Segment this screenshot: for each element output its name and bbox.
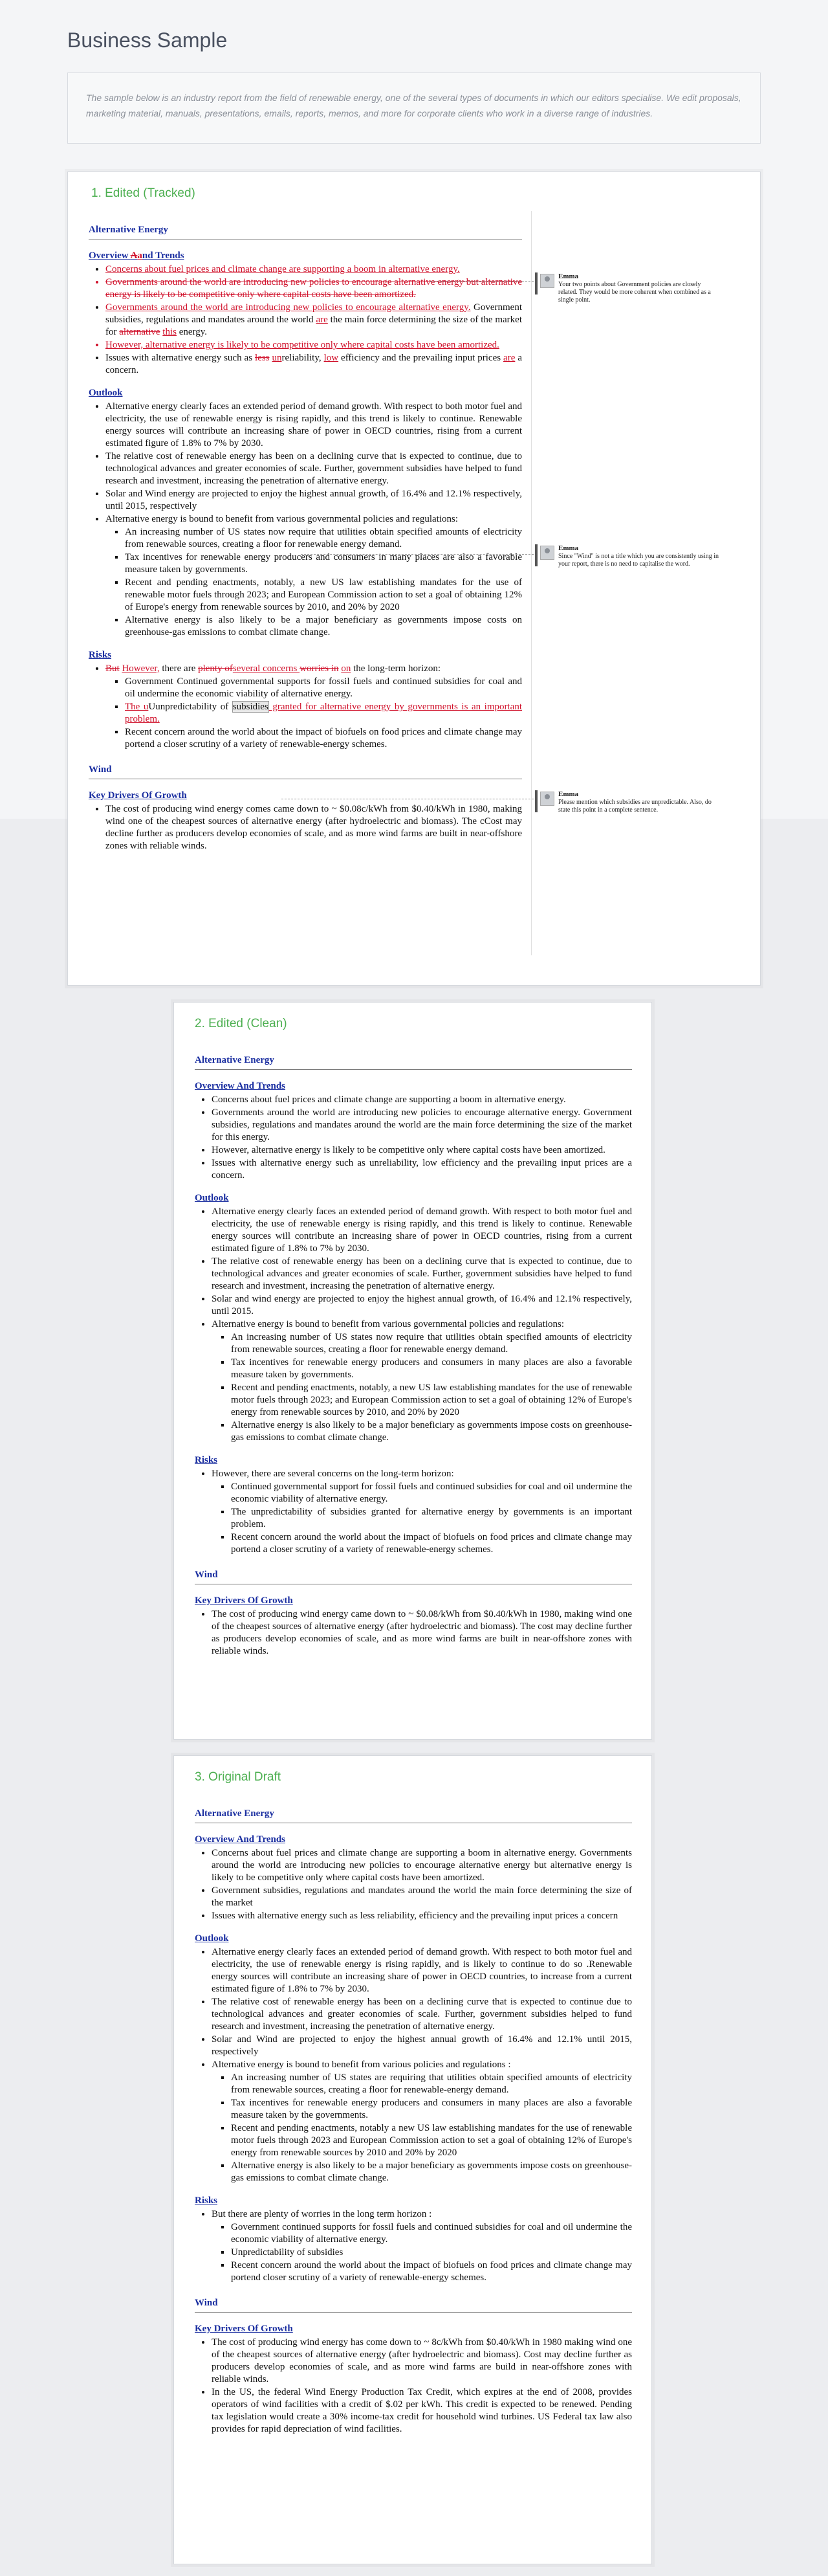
list-item: • Issues with alternative energy such as less unreliability, low efficiency and the prevailing input prices are a concern. [105,352,522,377]
list-item: ▪ Unpredictability of subsidies [231,2247,632,2259]
list-item: • The cost of producing wind energy has come down to ~ 8c/kWh from $0.40/kWh in 1980 making wind one of the cheapest sources of alternative energy (after hydroelectric and biomass). Cost may decline further as producers develop economies of scale, and as more wind farms are build in near-offshore zones with reliable winds. [212,2337,632,2386]
list-item: ▪ Recent concern around the world about the impact of biofuels on food prices and climate change may portend a closer scrutiny of a variety of renewable-energy schemes. [125,726,522,751]
subheading-risks: Risks [195,2195,218,2206]
comment-connector [301,554,534,555]
risks-sublist [212,1481,632,1556]
list-item: • But However, there are plenty ofseveral concerns worries in on the long-term horizon: [105,663,522,675]
list-item: • However, alternative energy is likely to be competitive only where capital costs have been amortized. [105,339,522,351]
list-item: • The relative cost of renewable energy has been on a declining curve that is expected to continue due to technological advances and greater economies of scale. Further, government subsidies helped to fund research and investment, increasing the penetration of alternative energy. [212,1996,632,2033]
comment-text: Your two points about Government policies are closely related. They would be more coherent when combined as a single point. [558,281,711,304]
list-item: ▪ Recent and pending enactments, notably a new US law establishing mandates for the use of renewable motor fuels through 2023 and European Commission action to set a goal of obtaining 12% of Europe's energy from renewable sources by 2010 and 20% by 2020 [231,2122,632,2159]
list-item: • Alternative energy clearly faces an extended period of demand growth. With respect to both motor fuel and electricity, the use of renewable energy is rising rapidly, and this trend is likely to continue. Renewable energy sources will contribute an increasing share of power in OECD countries, rising from a current estimated figure of 1.8% to 7% by 2030. [105,401,522,450]
risks-list [89,663,522,751]
list-item: ▪ Alternative energy is also likely to be a major beneficiary as governments impose costs on greenhouse-gas emissions to combat climate change. [231,2160,632,2184]
list-item: • Governments around the world are introducing new policies to encourage alternative energy but alternative energy is likely to be competitive only where capital costs have been amortized. [105,276,522,301]
list-item: ▪ Alternative energy is also likely to be a major beneficiary as governments impose costs on greenhouse-gas emissions to combat climate change. [125,614,522,639]
subheading-drivers: Key Drivers Of Growth [89,790,187,801]
comment-text: Since "Wind" is not a title which you are consistently using in your report, there is no need to capitalise the word. [558,553,719,568]
list-item: • Solar and Wind energy are projected to enjoy the highest annual growth, of 16.4% and 12.1% respectively, until 2015, respectively [105,488,522,513]
tracked-card [67,172,761,986]
intro-box: The sample below is an industry report from the field of renewable energy, one of the several types of documents in which our editors specialise. We edit proposals, marketing material, manuals, presentations, emails, reports, memos, and more for corporate clients who work in a diverse range of industries. [67,72,761,144]
outlook-list [195,1946,632,2184]
comment-author: Emma [558,272,579,280]
list-item: • Concerns about fuel prices and climate change are supporting a boom in alternative energy. [105,263,522,276]
subheading-risks: Risks [195,1455,218,1465]
risks-list [195,1468,632,1556]
outlook-sublist [105,526,522,639]
list-item: • Alternative energy is bound to benefit from various policies and regulations : [212,2059,632,2071]
list-item: • The relative cost of renewable energy has been on a declining curve that is expected to continue, due to technological advances and greater economies of scale. Further, government subsidies have helped to fund research and investment, increasing the penetration of alternative energy. [105,450,522,487]
avatar-icon [540,274,554,288]
drivers-list [195,2337,632,2436]
section-heading-wind: Wind [89,764,522,779]
comment-author: Emma [558,790,579,798]
list-item: • In the US, the federal Wind Energy Production Tax Credit, which expires at the end of 2008, provides operators of wind facilities with a credit of $.02 per kWh. This credit is expected to be renewed. Pending tax legislation would create a 30% income-tax credit for household wind turbines. US Federal tax law also provides for rapid depreciation of wind facilities. [212,2386,632,2436]
comment-text: Please mention which subsidies are unpredictable. Also, do state this point in a complete sentence. [558,799,712,814]
clean-card [173,1002,652,1740]
subheading-outlook: Outlook [195,1933,229,1944]
original-card [173,1755,652,2564]
list-item: ▪ Recent concern around the world about the impact of biofuels on food prices and climate change may portend a closer scrutiny of a variety of renewable-energy schemes. [231,1531,632,1556]
list-item: • Government subsidies, regulations and mandates around the world the main force determining the size of the market [212,1885,632,1909]
comment-author: Emma [558,544,579,552]
comment-bar [535,272,538,294]
subheading-drivers: Key Drivers Of Growth [195,2324,293,2334]
page-title: Business Sample [67,28,228,52]
comment-bar [535,544,538,566]
list-item: • Issues with alternative energy such as less reliability, efficiency and the prevailing input prices a concern [212,1910,632,1922]
avatar-icon [540,546,554,560]
list-item: • However, alternative energy is likely to be competitive only where capital costs have been amortized. [212,1144,632,1157]
risks-sublist [212,2221,632,2284]
tracked-card-title: 1. Edited (Tracked) [91,186,195,200]
list-item: • Alternative energy clearly faces an extended period of demand growth. With respect to both motor fuel and electricity, the use of renewable energy is rising rapidly, and is likely to continue to do so .Renewable energy sources will contribute an increasing share of power in OECD countries, to increase from a current estimated figure of 1.8% to 7% by 2030. [212,1946,632,1995]
list-item: ▪ Continued governmental support for fossil fuels and continued subsidies for coal and oil undermine the economic viability of alternative energy. [231,1481,632,1505]
list-item: ▪ Government continued supports for fossil fuels and continued subsidies for coal and oil undermine the economic viability of alternative energy. [231,2221,632,2246]
list-item: ▪ Government Continued governmental supports for fossil fuels and continued subsidies for coal and oil undermine the economic viability of alternative energy. [125,676,522,700]
section-heading-wind: Wind [195,1569,632,1584]
section-heading: Alternative Energy [195,1808,632,1823]
overview-list [195,1847,632,1922]
comment-connector [430,281,534,282]
drivers-list [195,1608,632,1658]
outlook-list [89,401,522,639]
list-item: • Alternative energy clearly faces an extended period of demand growth. With respect to both motor fuel and electricity, the use of renewable energy is rising rapidly, and this trend is likely to continue. Renewable energy sources will contribute an increasing share of power in OECD countries, rising from a current estimated figure of 1.8% to 7% by 2030. [212,1206,632,1255]
risks-list [195,2208,632,2284]
original-card-title: 3. Original Draft [195,1770,281,1784]
list-item: • The cost of producing wind energy came down to ~ $0.08/kWh from $0.40/kWh in 1980, making wind one of the cheapest sources of alternative energy (after hydroelectric and biomass). The cost may decline further as producers develop economies of scale, and as more wind farms are built in near-offshore zones with reliable winds. [212,1608,632,1658]
section-heading: Alternative Energy [195,1054,632,1070]
list-item: ▪ An increasing number of US states now require that utilities obtain specified amounts of electricity from renewable sources, creating a floor for renewable energy demand. [125,526,522,551]
avatar-icon [540,792,554,806]
list-item: • However, there are several concerns on the long-term horizon: [212,1468,632,1480]
list-item: • Alternative energy is bound to benefit from various governmental policies and regulations: [212,1318,632,1331]
list-item: • But there are plenty of worries in the long term horizon : [212,2208,632,2221]
list-item: • Solar and Wind are projected to enjoy the highest annual growth of 16.4% and 12.1% until 2015, respectively [212,2034,632,2058]
subheading-overview: Overview And Trends [195,1081,286,1091]
clean-document [195,1054,632,1658]
list-item: ▪ An increasing number of US states now require that utilities obtain specified amounts of electricity from renewable sources, creating a floor for renewable energy demand. [231,1331,632,1356]
overview-list [195,1094,632,1182]
list-item: ▪ The unpredictability of subsidies granted for alternative energy by governments is an important problem. [231,1506,632,1531]
list-item: ▪ Recent concern around the world about the impact of biofuels on food prices and climate change may portend closer scrutiny of a variety of renewable-energy schemes. [231,2260,632,2284]
list-item: • The cost of producing wind energy comes came down to ~ $0.08c/kWh from $0.40/kWh in 1980, making wind one of the cheapest sources of alternative energy (after hydroelectric and biomass). The cCost may decline further as producers develop economies of scale, and as more wind farms are built in near-offshore zones with reliable winds. [105,803,522,852]
risks-sublist [105,676,522,751]
list-item: ▪ Tax incentives for renewable energy producers and consumers in many places are also a favorable measure taken by governments. [231,1357,632,1381]
list-item: ▪ Tax incentives for renewable energy producers and consumers in many places are also a favorable measure taken by governments. [125,551,522,576]
clean-card-title: 2. Edited (Clean) [195,1017,287,1030]
list-item: ▪ Recent and pending enactments, notably, a new US law establishing mandates for the use of renewable motor fuels through 2023; and European Commission action to set a goal of obtaining 12% of Europe's energy from renewable sources by 2010, and 20% by 2020 [125,577,522,614]
list-item: • Solar and wind energy are projected to enjoy the highest annual growth, of 16.4% and 12.1% respectively, until 2015. [212,1293,632,1318]
list-item: ▪ Tax incentives for renewable energy producers and consumers in many places are also a favorable measure taken by the governments. [231,2097,632,2122]
list-item: • Concerns about fuel prices and climate change are supporting a boom in alternative energy. Governments around the world are introducing new policies to encourage alternative energy but alternative energy is likely to be competitive only where capital costs have been amortized. [212,1847,632,1884]
section-heading: Alternative Energy [89,224,522,239]
original-document [195,1808,632,2436]
subheading-overview: Overview And Trends [195,1834,286,1845]
list-item: ▪ The uUunpredictability of subsidies granted for alternative energy by governments is an important problem. [125,701,522,726]
list-item: • The relative cost of renewable energy has been on a declining curve that is expected to continue, due to technological advances and greater economies of scale. Further, government subsidies have helped to fund research and investment, increasing the penetration of alternative energy. [212,1256,632,1293]
outlook-sublist [212,2072,632,2184]
outlook-list [195,1206,632,1444]
list-item: • Concerns about fuel prices and climate change are supporting a boom in alternative energy. [212,1094,632,1106]
list-item: ▪ Alternative energy is also likely to be a major beneficiary as governments impose costs on greenhouse-gas emissions to combat climate change. [231,1419,632,1444]
list-item: • Governments around the world are introducing new policies to encourage alternative energy. Government subsidies, regulations and mandates around the world are the main force determining the size of the market for alternative this energy. [105,302,522,339]
tracked-document [89,224,522,853]
subheading-outlook: Outlook [89,388,123,398]
list-item: • Governments around the world are introducing new policies to encourage alternative energy. Government subsidies, regulations and mandates around the world are the main force determining the size of the market for this energy. [212,1107,632,1144]
subheading-outlook: Outlook [195,1193,229,1203]
subheading-drivers: Key Drivers Of Growth [195,1595,293,1606]
outlook-sublist [212,1331,632,1444]
subheading-overview: Overview Aand Trends [89,250,184,261]
section-heading-wind: Wind [195,2297,632,2313]
comment-bar [535,790,538,812]
list-item: ▪ Recent and pending enactments, notably, a new US law establishing mandates for the use of renewable motor fuels through 2023; and European Commission action to set a goal of obtaining 12% of Europe's energy from renewable sources by 2010, and 20% by 2020 [231,1382,632,1419]
comment-margin-divider [531,211,532,955]
list-item: • Issues with alternative energy such as unreliability, low efficiency and the prevailing input prices are a concern. [212,1157,632,1182]
drivers-list [89,803,522,852]
list-item: • Alternative energy is bound to benefit from various governmental policies and regulations: [105,513,522,526]
subheading-risks: Risks [89,650,112,660]
list-item: ▪ An increasing number of US states are requiring that utilities obtain specified amounts of electricity from renewable sources, creating a floor for renewable-energy demand. [231,2072,632,2096]
